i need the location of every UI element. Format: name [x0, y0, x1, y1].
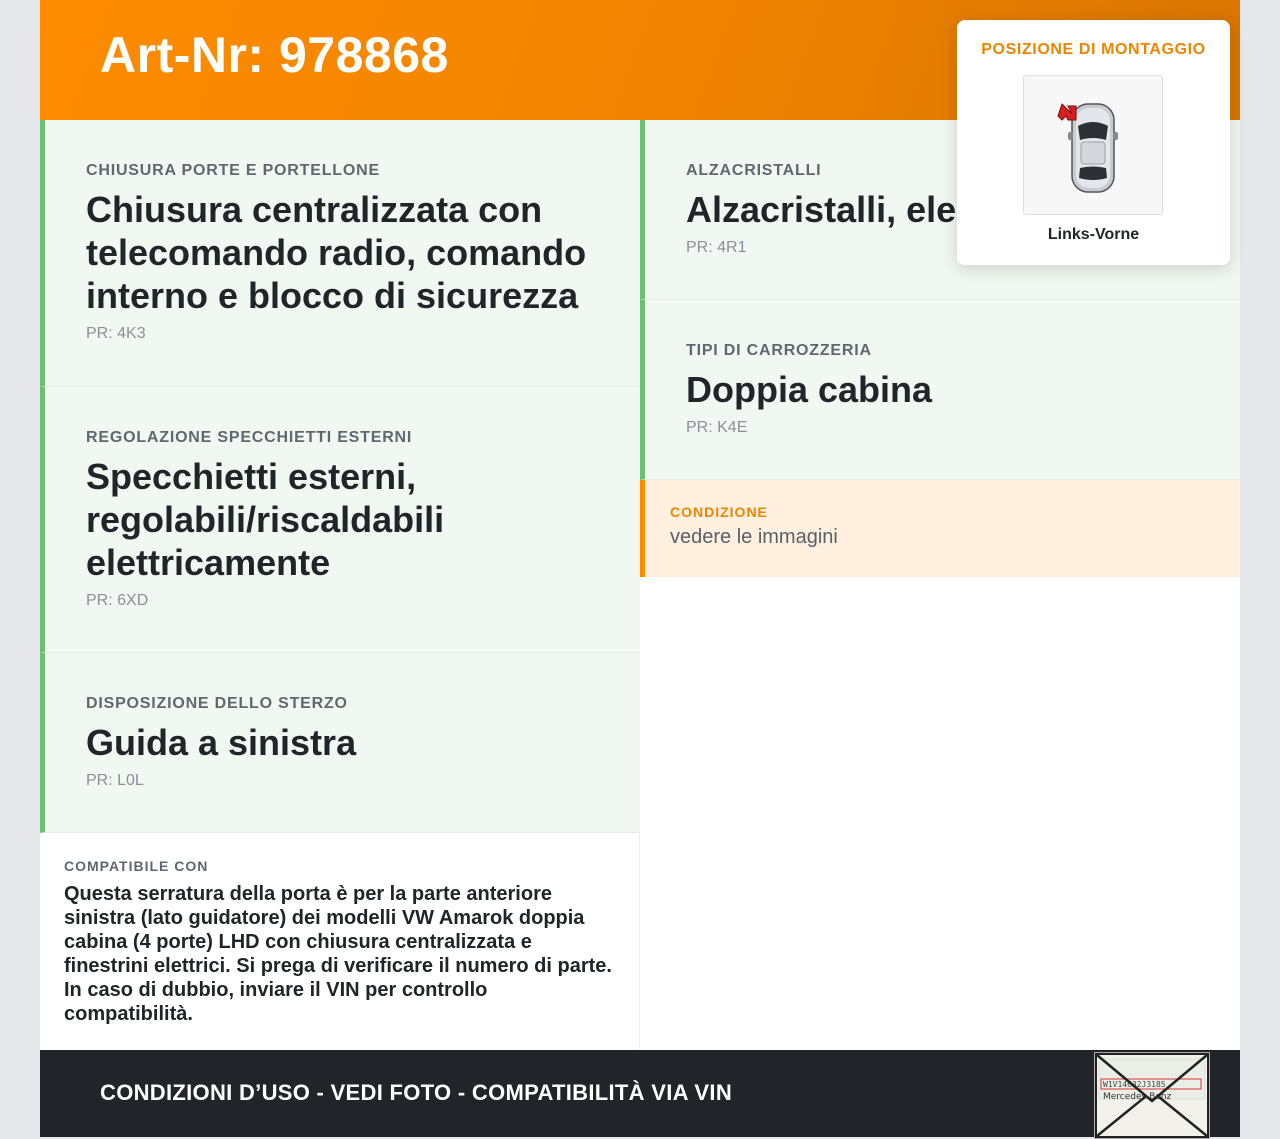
car-top-view-icon — [1023, 75, 1163, 215]
card-value: Alzacristalli, ele — [686, 189, 957, 230]
mounting-position-card — [957, 20, 1230, 265]
card-label: ALZACRISTALLI — [686, 162, 822, 179]
card-pr-code: PR: 4K3 — [86, 325, 146, 342]
compatibility-section — [40, 832, 640, 1050]
card-label: DISPOSIZIONE DELLO STERZO — [86, 695, 348, 712]
card-steering — [40, 653, 640, 833]
card-value: Doppia cabina — [686, 369, 933, 410]
card-value: Specchietti esterni, regolabili/riscaldabili elettricamente — [86, 456, 445, 583]
card-label: TIPI DI CARROZZERIA — [686, 342, 872, 359]
card-pr-code: PR: L0L — [86, 772, 144, 789]
card-pr-code: PR: 6XD — [86, 592, 149, 609]
compatibility-label: COMPATIBILE CON — [64, 858, 209, 874]
card-mirror-adjustment — [40, 387, 640, 653]
condition-label: CONDIZIONE — [670, 504, 768, 520]
card-door-locking — [40, 120, 640, 387]
envelope-thumbnail[interactable] — [1094, 1052, 1210, 1139]
page — [40, 0, 1240, 1137]
card-label: CHIUSURA PORTE E PORTELLONE — [86, 162, 380, 179]
mounting-caption: Links-Vorne — [1047, 226, 1140, 243]
condition-box — [640, 480, 1240, 577]
empty-area — [640, 577, 1240, 1050]
card-body-type — [640, 300, 1240, 480]
condition-value: vedere le immagini — [670, 526, 838, 548]
left-column — [40, 120, 640, 833]
mounting-title: POSIZIONE DI MONTAGGIO — [981, 41, 1206, 58]
card-pr-code: PR: 4R1 — [686, 239, 747, 256]
article-number-title: Art-Nr: 978868 — [100, 27, 449, 83]
envelope-icon — [1095, 1053, 1209, 1138]
footer-text: CONDIZIONI D’USO - VEDI FOTO - COMPATIBILITÀ VIA VIN — [100, 1080, 733, 1105]
card-pr-code: PR: K4E — [686, 419, 748, 436]
card-value: Chiusura centralizzata con telecomando radio, comando interno e blocco di sicurezza — [86, 189, 587, 316]
card-label: REGOLAZIONE SPECCHIETTI ESTERNI — [86, 429, 413, 446]
compatibility-text: Questa serratura della porta è per la parte anteriore sinistra (lato guidatore) dei modelli VW Amarok doppia cabina (4 porte) LHD con chiusura centralizzata e finestrini elettrici. Si prega di verificare il numero di parte. In caso di dubbio, inviare il VIN per controllo compatibilità. — [64, 883, 612, 1025]
svg-text:W1V14632J3185: W1V14632J3185 — [1103, 1080, 1166, 1089]
card-value: Guida a sinistra — [86, 722, 357, 763]
thumb-brand-text: Mercedes-Benz — [1103, 1092, 1172, 1102]
footer-bar — [40, 1050, 1240, 1137]
